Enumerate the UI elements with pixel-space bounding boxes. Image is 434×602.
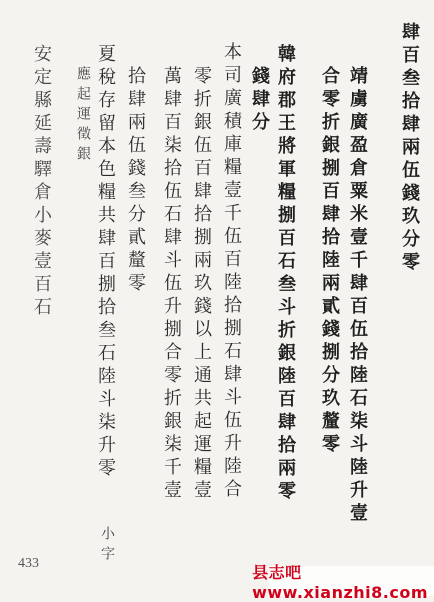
text-column-11-small: 應起運徵銀 [75,66,91,166]
text-column-1: 肆百叁拾肆兩伍錢玖分零 [399,22,420,275]
text-column-10: 夏稅存留本色糧共肆百捌拾叁石陸斗柒升零 [95,44,116,481]
watermark-text: 县志吧 www.xianzhi8.com [252,563,428,602]
text-column-8: 萬肆百柒拾伍石肆斗伍升捌合零折銀柒千壹 [161,66,182,503]
text-column-6: 本司廣積庫糧壹千伍百陸拾捌石肆斗伍升陸合 [221,42,242,502]
text-column-7: 零折銀伍百肆拾捌兩玖錢以上通共起運糧壹 [191,66,212,503]
text-column-4: 韓府郡王將軍糧捌百石叁斗折銀陸百肆拾兩零 [275,44,296,504]
text-column-9: 拾肆兩伍錢叁分貳釐零 [125,66,146,296]
annotation-small-char: 小字 [99,526,115,566]
text-column-12: 安定縣延壽驛倉小麥壹百石 [31,44,52,320]
watermark-banner [252,563,434,602]
text-column-2: 靖虜廣盈倉粟米壹千肆百伍拾陸石柒斗陸升壹 [347,66,368,526]
text-column-5: 錢肆分 [249,66,270,135]
page-number: 433 [18,556,39,571]
text-column-3: 合零折銀捌百肆拾陸兩貳錢捌分玖釐零 [319,66,340,457]
